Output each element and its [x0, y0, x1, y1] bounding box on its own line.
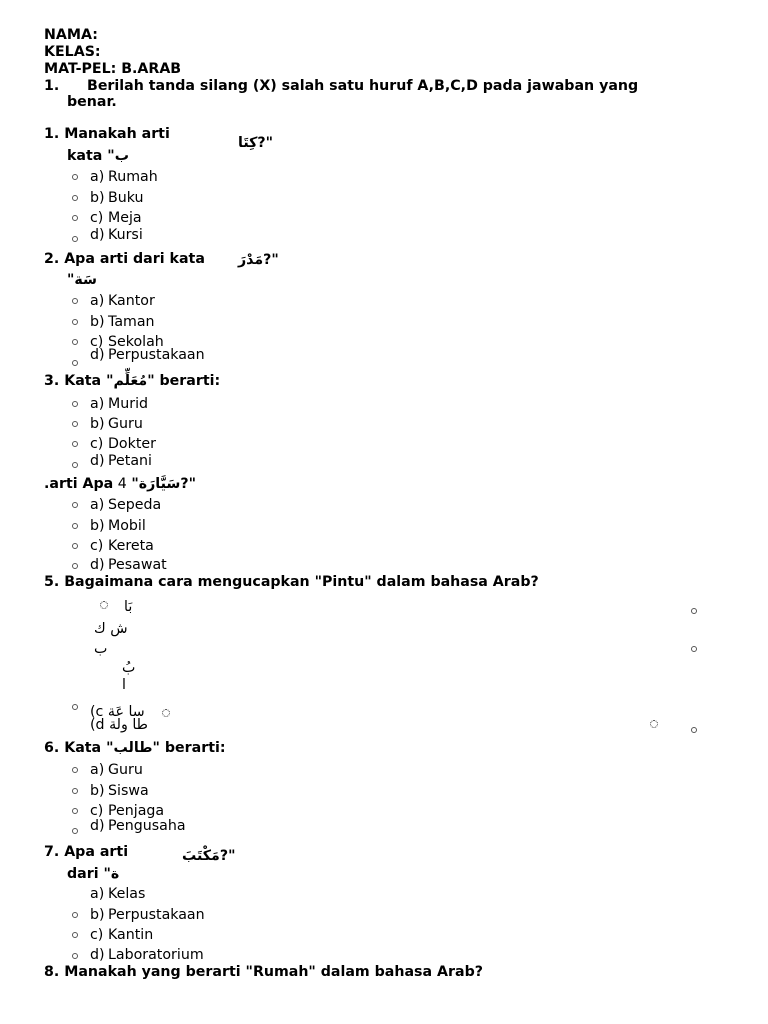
- option-text: Rumah: [108, 169, 158, 185]
- option-text: Kelas: [108, 886, 146, 902]
- option-letter: a): [90, 396, 105, 412]
- q1-arabic-tail: [238, 135, 273, 151]
- option-letter: a): [90, 886, 105, 902]
- option-text: Taman: [108, 314, 155, 330]
- q3-arabic: مُعَلِّم: [113, 373, 148, 389]
- q7-arabic-tail: [182, 848, 235, 864]
- q1-line2: [67, 148, 129, 164]
- q4-d-radio[interactable]: [72, 563, 78, 569]
- q1-c-radio[interactable]: [72, 215, 78, 221]
- q3-prefix: 3. Kata ": [44, 373, 114, 389]
- q7-b-radio[interactable]: [72, 912, 78, 918]
- q6-title: [44, 740, 226, 756]
- dotted-circle-icon: [100, 601, 108, 609]
- q7-option-a[interactable]: [90, 886, 145, 902]
- q4-a-radio[interactable]: [72, 502, 78, 508]
- q3-option-a[interactable]: [90, 396, 148, 412]
- option-text: Petani: [108, 453, 152, 469]
- option-letter: (c: [90, 704, 104, 720]
- q1-arabic-a: كِتَا: [238, 135, 258, 151]
- q4-option-a[interactable]: [90, 497, 161, 513]
- q5-b-radio[interactable]: [691, 646, 697, 652]
- q1-option-a[interactable]: [90, 169, 158, 185]
- q3-option-c[interactable]: [90, 436, 156, 452]
- q7-option-d[interactable]: [90, 947, 204, 963]
- q4-arabic: سَيَّارَة: [138, 476, 181, 492]
- q4-title: [44, 476, 196, 492]
- option-text: Murid: [108, 396, 149, 412]
- option-text: Buku: [108, 190, 144, 206]
- q2-line2: [67, 272, 97, 288]
- q7-option-b[interactable]: [90, 907, 205, 923]
- dotted-circle-icon: [162, 709, 170, 717]
- q1-option-d[interactable]: [90, 227, 143, 243]
- q6-option-a[interactable]: [90, 762, 143, 778]
- option-letter: c): [90, 210, 104, 226]
- instruction-line1: Berilah tanda silang (X) salah satu huruf A,B,C,D pada jawaban yang: [87, 78, 639, 94]
- option-text: Perpustakaan: [108, 907, 205, 923]
- option-text: Meja: [108, 210, 142, 226]
- q1-line1: 1. Manakah arti: [44, 126, 170, 142]
- option-text: Kursi: [108, 227, 143, 243]
- option-letter: d): [90, 347, 105, 363]
- q3-option-d[interactable]: [90, 453, 152, 469]
- option-letter: d): [90, 557, 105, 573]
- q1-option-b[interactable]: [90, 190, 144, 206]
- q6-suffix: " berarti:: [152, 740, 226, 756]
- q6-d-radio[interactable]: [72, 828, 78, 834]
- option-letter: b): [90, 907, 105, 923]
- q6-c-radio[interactable]: [72, 808, 78, 814]
- q6-option-d[interactable]: [90, 818, 186, 834]
- q5-option-d[interactable]: [90, 717, 148, 733]
- q5-title: 5. Bagaimana cara mengucapkan "Pintu" dalam bahasa Arab?: [44, 574, 539, 590]
- option-letter: c): [90, 927, 104, 943]
- q6-b-radio[interactable]: [72, 788, 78, 794]
- option-text: Penjaga: [108, 803, 165, 819]
- q1-b-radio[interactable]: [72, 195, 78, 201]
- dotted-circle-icon: [650, 720, 658, 728]
- q3-d-radio[interactable]: [72, 462, 78, 468]
- option-letter: d): [90, 818, 105, 834]
- q2-option-b[interactable]: [90, 314, 155, 330]
- q1-a-radio[interactable]: [72, 174, 78, 180]
- option-letter: a): [90, 497, 105, 513]
- option-letter: b): [90, 518, 105, 534]
- q5-fragment-1: بَا: [124, 599, 133, 615]
- q7-line2: [67, 866, 119, 882]
- q4-prefix: .arti Apa: [44, 476, 114, 492]
- option-text: Guru: [108, 762, 143, 778]
- q4-option-d[interactable]: [90, 557, 167, 573]
- q1-option-c[interactable]: [90, 210, 142, 226]
- option-letter: c): [90, 334, 104, 350]
- q2-b-radio[interactable]: [72, 319, 78, 325]
- option-letter: (d: [90, 717, 105, 733]
- option-text: Perpustakaan: [108, 347, 205, 363]
- q2-option-d[interactable]: [90, 347, 205, 363]
- q1-line2-text: kata ": [67, 148, 115, 164]
- option-text: Kantor: [108, 293, 155, 309]
- q2-arabic-tail: [238, 252, 279, 268]
- q3-suffix: " berarti:: [147, 373, 221, 389]
- q7-c-radio[interactable]: [72, 932, 78, 938]
- option-text: Pengusaha: [108, 818, 186, 834]
- q6-arabic: طالب: [113, 740, 153, 756]
- q5-fragment-4: بُ: [122, 660, 136, 676]
- q7-line2-text: dari ": [67, 866, 111, 882]
- q3-option-b[interactable]: [90, 416, 143, 432]
- q5-fragment-3: ب: [94, 641, 108, 657]
- nama-label: NAMA:: [44, 27, 98, 43]
- option-letter: d): [90, 453, 105, 469]
- q2-line1: 2. Apa arti dari kata: [44, 251, 205, 267]
- option-letter: a): [90, 169, 105, 185]
- q7-d-radio[interactable]: [72, 953, 78, 959]
- q3-b-radio[interactable]: [72, 421, 78, 427]
- option-letter: a): [90, 762, 105, 778]
- q7-line1: 7. Apa arti: [44, 844, 129, 860]
- q4-option-b[interactable]: [90, 518, 146, 534]
- q2-quote: ": [67, 272, 75, 288]
- q4-quote: ": [131, 476, 139, 492]
- matpel-label: MAT-PEL: B.ARAB: [44, 61, 182, 77]
- option-text: Dokter: [108, 436, 156, 452]
- q3-c-radio[interactable]: [72, 441, 78, 447]
- q7-option-c[interactable]: [90, 927, 153, 943]
- q1-arabic-b: ب: [114, 148, 129, 164]
- q6-a-radio[interactable]: [72, 767, 78, 773]
- q4-tail: ?": [180, 476, 196, 492]
- instruction-number: 1.: [44, 78, 60, 94]
- q1-d-radio[interactable]: [72, 236, 78, 242]
- option-text: طا ولة: [109, 717, 148, 733]
- kelas-label: KELAS:: [44, 44, 101, 60]
- q4-b-radio[interactable]: [72, 523, 78, 529]
- q6-prefix: 6. Kata ": [44, 740, 114, 756]
- q2-arabic-a: مَدْرَ: [238, 252, 264, 268]
- option-text: سا عَة: [107, 704, 145, 720]
- option-text: Kantin: [108, 927, 154, 943]
- q3-a-radio[interactable]: [72, 401, 78, 407]
- q5-fragment-2: ش ك: [94, 621, 128, 637]
- option-letter: b): [90, 416, 105, 432]
- q2-option-a[interactable]: [90, 293, 155, 309]
- q5-a-radio[interactable]: [691, 608, 697, 614]
- q5-d-radio[interactable]: [691, 727, 697, 733]
- option-text: Pesawat: [108, 557, 167, 573]
- q7-arabic-a: مَكْتَبَ: [182, 848, 220, 864]
- option-text: Kereta: [108, 538, 154, 554]
- q4-number: 4: [117, 476, 127, 492]
- option-letter: b): [90, 783, 105, 799]
- q2-tail: ?": [263, 252, 279, 268]
- option-letter: c): [90, 538, 104, 554]
- q3-title: [44, 373, 220, 389]
- option-letter: d): [90, 227, 105, 243]
- q1-tail: ?": [257, 135, 273, 151]
- q4-option-c[interactable]: [90, 538, 154, 554]
- instruction-line2: benar.: [67, 94, 117, 110]
- q2-c-radio[interactable]: [72, 339, 78, 345]
- q5-fragment-5: ا: [122, 677, 126, 693]
- option-letter: a): [90, 293, 105, 309]
- q8-title: 8. Manakah yang berarti "Rumah" dalam bahasa Arab?: [44, 964, 483, 980]
- option-letter: b): [90, 190, 105, 206]
- q2-arabic-b: سَة: [74, 272, 97, 288]
- q7-arabic-b: ة: [110, 866, 120, 882]
- q4-c-radio[interactable]: [72, 543, 78, 549]
- q2-a-radio[interactable]: [72, 298, 78, 304]
- option-text: Laboratorium: [108, 947, 204, 963]
- option-letter: d): [90, 947, 105, 963]
- q6-option-c[interactable]: [90, 803, 164, 819]
- q5-c-radio[interactable]: [72, 704, 78, 710]
- option-letter: c): [90, 803, 104, 819]
- option-text: Guru: [108, 416, 143, 432]
- option-text: Sepeda: [108, 497, 162, 513]
- option-text: Sekolah: [108, 334, 164, 350]
- q6-option-b[interactable]: [90, 783, 149, 799]
- option-letter: c): [90, 436, 104, 452]
- option-text: Siswa: [108, 783, 149, 799]
- q7-tail: ?": [219, 848, 236, 864]
- q2-d-radio[interactable]: [72, 360, 78, 366]
- option-text: Mobil: [108, 518, 146, 534]
- option-letter: b): [90, 314, 105, 330]
